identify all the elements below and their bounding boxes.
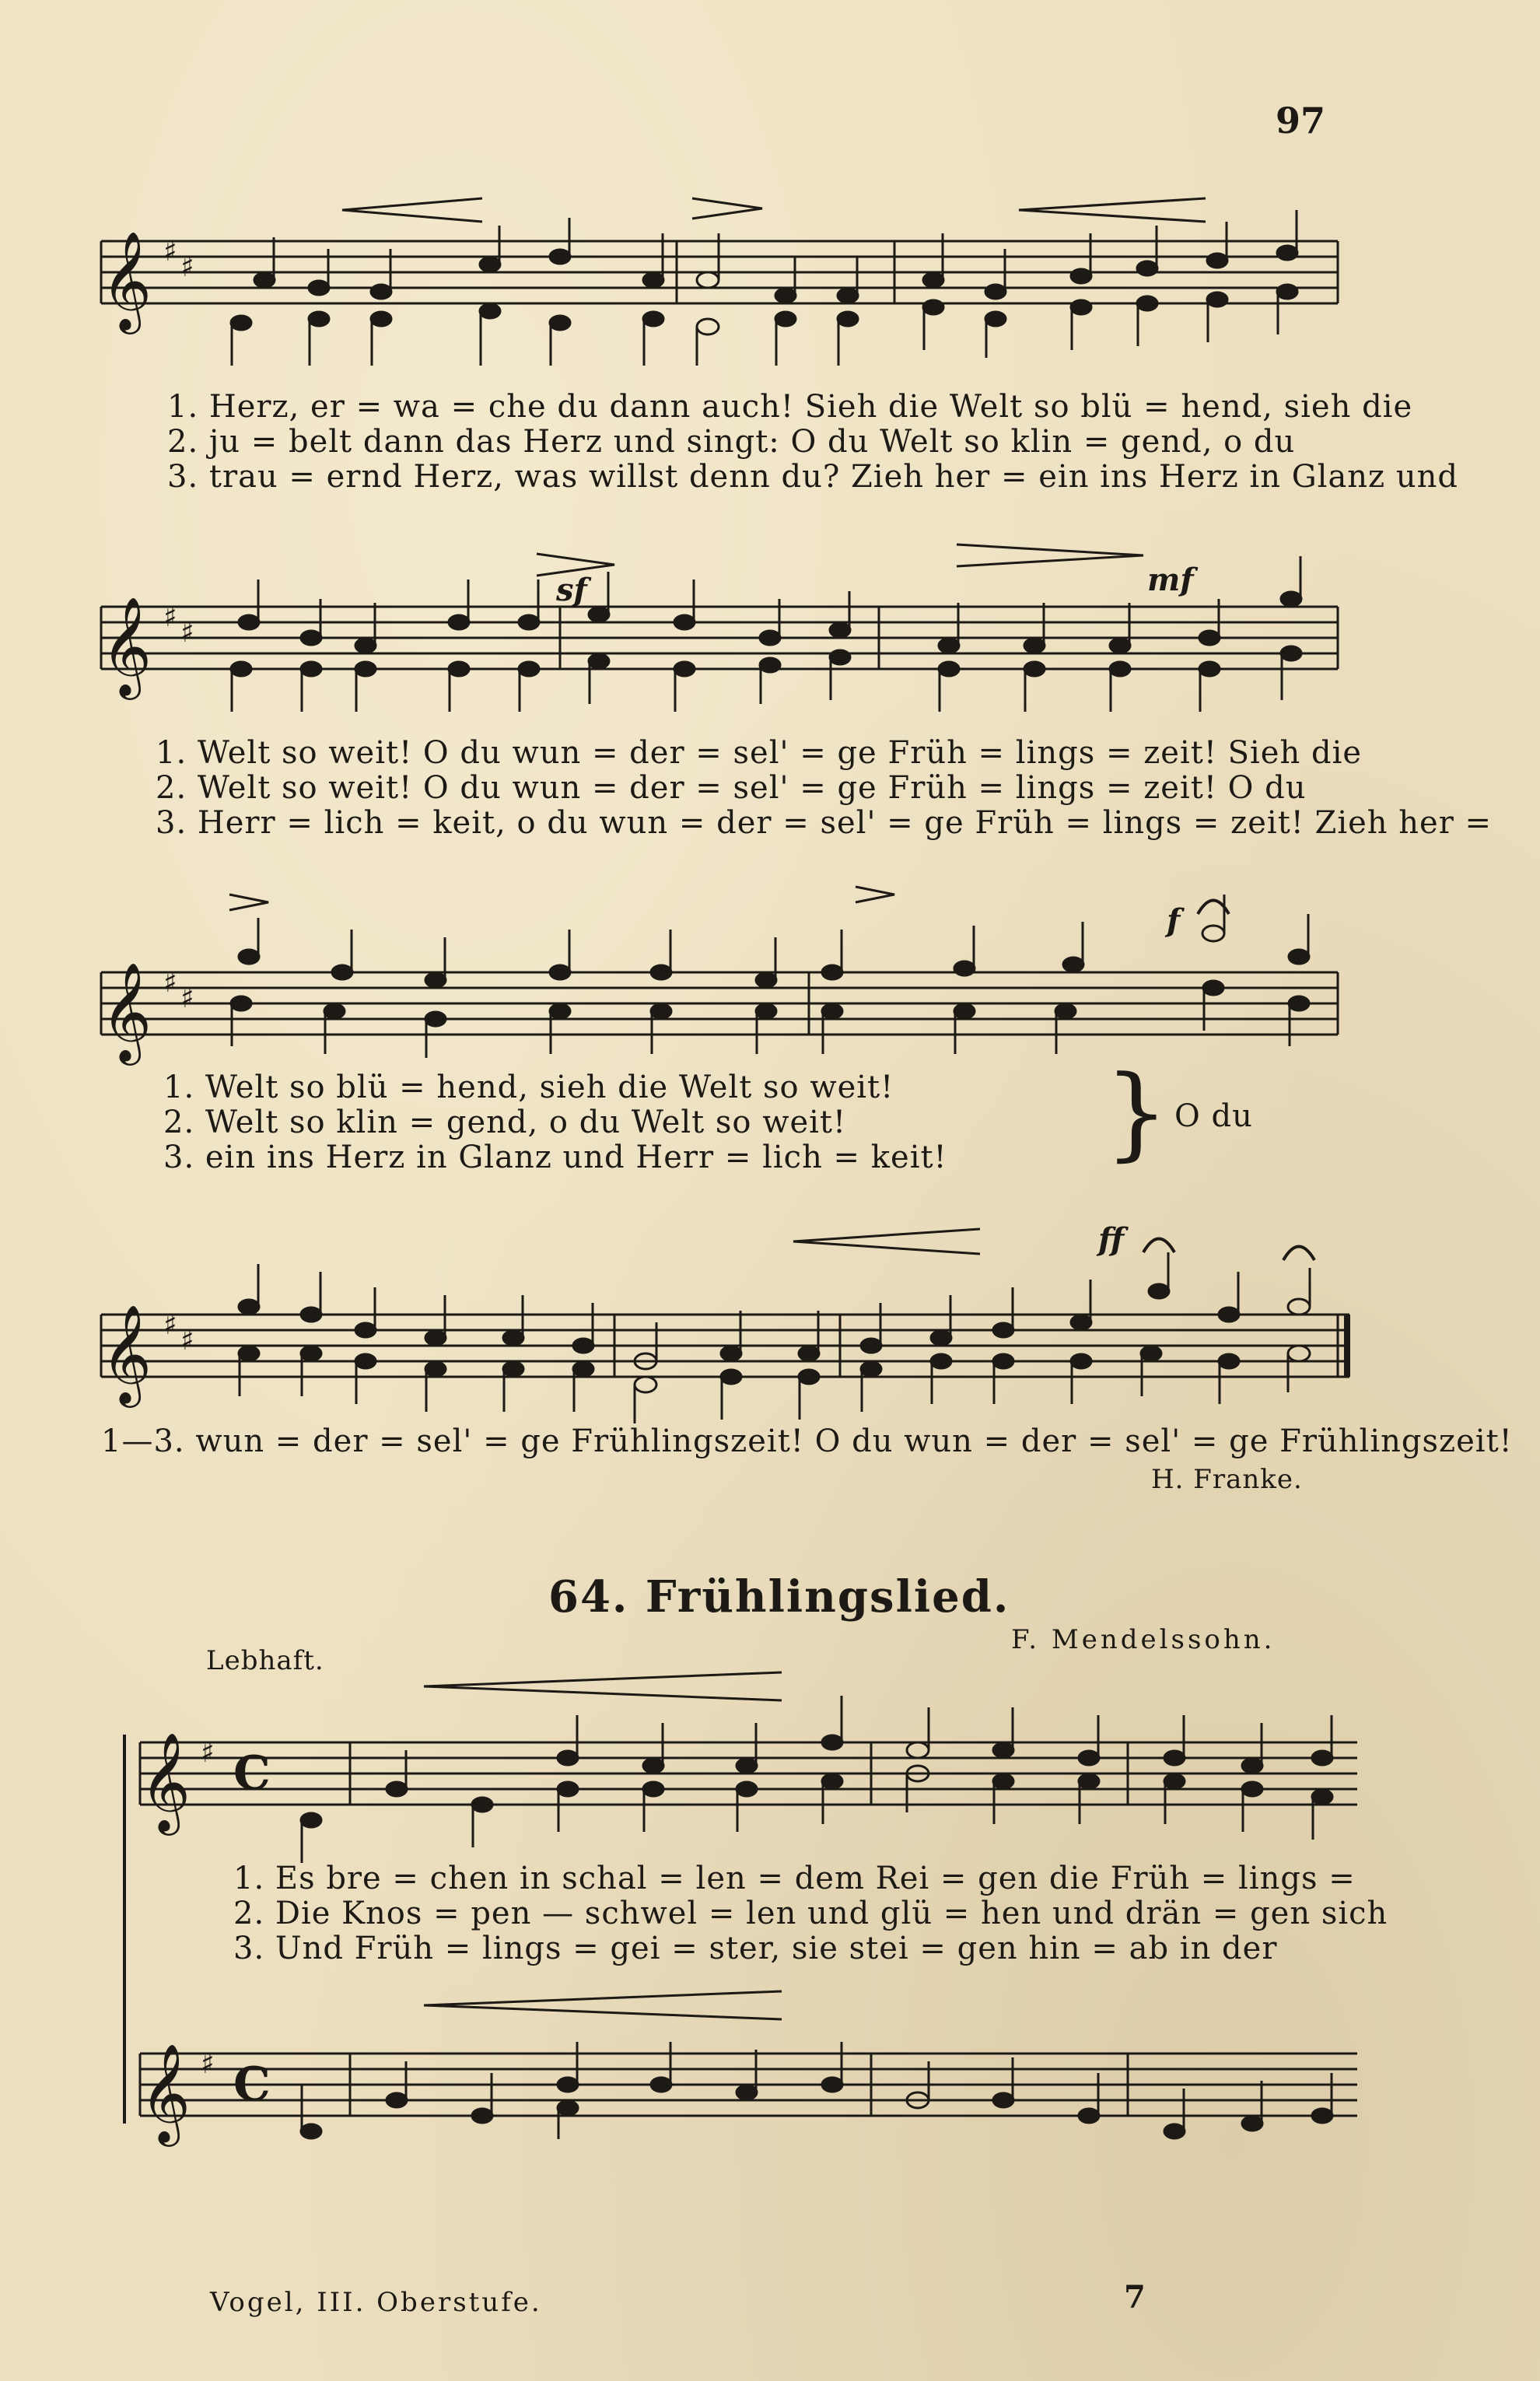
footer-publisher: Vogel, III. Oberstufe. [210, 2287, 542, 2318]
svg-text:♯: ♯ [180, 251, 194, 283]
song63-system3-verse2: 2. Welt so klin = gend, o du Welt so weit! [163, 1105, 847, 1140]
svg-text:♯: ♯ [180, 617, 194, 649]
svg-text:♯: ♯ [163, 1309, 177, 1341]
dynamic-ff: ff [1098, 1221, 1125, 1258]
svg-text:C: C [233, 1746, 271, 1801]
dynamic-mf: mf [1147, 562, 1194, 598]
svg-text:𝄞: 𝄞 [101, 961, 152, 1061]
song63-system4-verse: 1—3. wun = der = sel' = ge Frühlingszeit! O du wun = der = sel' = ge Frühlingszeit! [101, 1423, 1513, 1459]
svg-text:♯: ♯ [163, 967, 177, 999]
song63-system2-verse1: 1. Welt so weit! O du wun = der = sel' = ge Früh = lings = zeit! Sieh die [156, 735, 1363, 771]
song63-system1-verse1: 1. Herz, er = wa = che du dann auch! Sieh die Welt so blü = hend, sieh die [167, 389, 1413, 425]
staff-system-1 [101, 198, 1338, 366]
staff-system-3 [101, 887, 1338, 1066]
footer-signature: 7 [1124, 2279, 1146, 2316]
song63-refrain: O du [1174, 1098, 1253, 1134]
song64-upper-staff [140, 1672, 1357, 1863]
song64-title: 64. Frühlingslied. [548, 1571, 1010, 1623]
svg-text:♯: ♯ [180, 1325, 194, 1357]
song63-system3-verse3: 3. ein ins Herz in Glanz und Herr = lich = keit! [163, 1140, 947, 1175]
song64-lower-staff [140, 1991, 1357, 2147]
page-number: 97 [1276, 100, 1326, 142]
staff-system-4 [101, 1229, 1349, 1423]
svg-text:♯: ♯ [163, 236, 177, 268]
song63-system3-verse1: 1. Welt so blü = hend, sieh die Welt so weit! [163, 1070, 894, 1105]
song63-composer: H. Franke. [1151, 1464, 1303, 1495]
svg-text:𝄞: 𝄞 [101, 1304, 152, 1403]
svg-text:♯: ♯ [201, 2048, 215, 2080]
song64-verse3: 3. Und Früh = lings = gei = ster, sie stei = gen hin = ab in der [233, 1931, 1278, 1966]
svg-text:𝄞: 𝄞 [101, 596, 152, 695]
svg-text:𝄞: 𝄞 [101, 230, 152, 330]
svg-text:♯: ♯ [180, 982, 194, 1014]
song63-system2-verse3: 3. Herr = lich = keit, o du wun = der = sel' = ge Früh = lings = zeit! Zieh her = [156, 805, 1493, 841]
dynamic-f: f [1167, 902, 1181, 939]
svg-text:♯: ♯ [201, 1737, 215, 1769]
song63-system2-verse2: 2. Welt so weit! O du wun = der = sel' = ge Früh = lings = zeit! O du [156, 770, 1307, 806]
song63-system1-verse3: 3. trau = ernd Herz, was willst denn du? Zieh her = ein ins Herz in Glanz und [167, 459, 1458, 495]
song64-tempo: Lebhaft. [206, 1645, 324, 1676]
song64-verse2: 2. Die Knos = pen — schwel = len und glü = hen und drän = gen sich [233, 1896, 1388, 1931]
svg-text:𝄞: 𝄞 [140, 1731, 191, 1831]
svg-text:C: C [233, 2057, 271, 2112]
verse-brace: } [1104, 1053, 1169, 1171]
dynamic-sf: sf [556, 572, 587, 608]
song64-composer: F. Mendelssohn. [1011, 1624, 1276, 1655]
svg-text:𝄞: 𝄞 [140, 2043, 191, 2142]
song64-verse1: 1. Es bre = chen in schal = len = dem Rei = gen die Früh = lings = [233, 1861, 1356, 1896]
svg-text:♯: ♯ [163, 601, 177, 633]
song63-system1-verse2: 2. ju = belt dann das Herz und singt: O du Welt so klin = gend, o du [167, 424, 1296, 460]
